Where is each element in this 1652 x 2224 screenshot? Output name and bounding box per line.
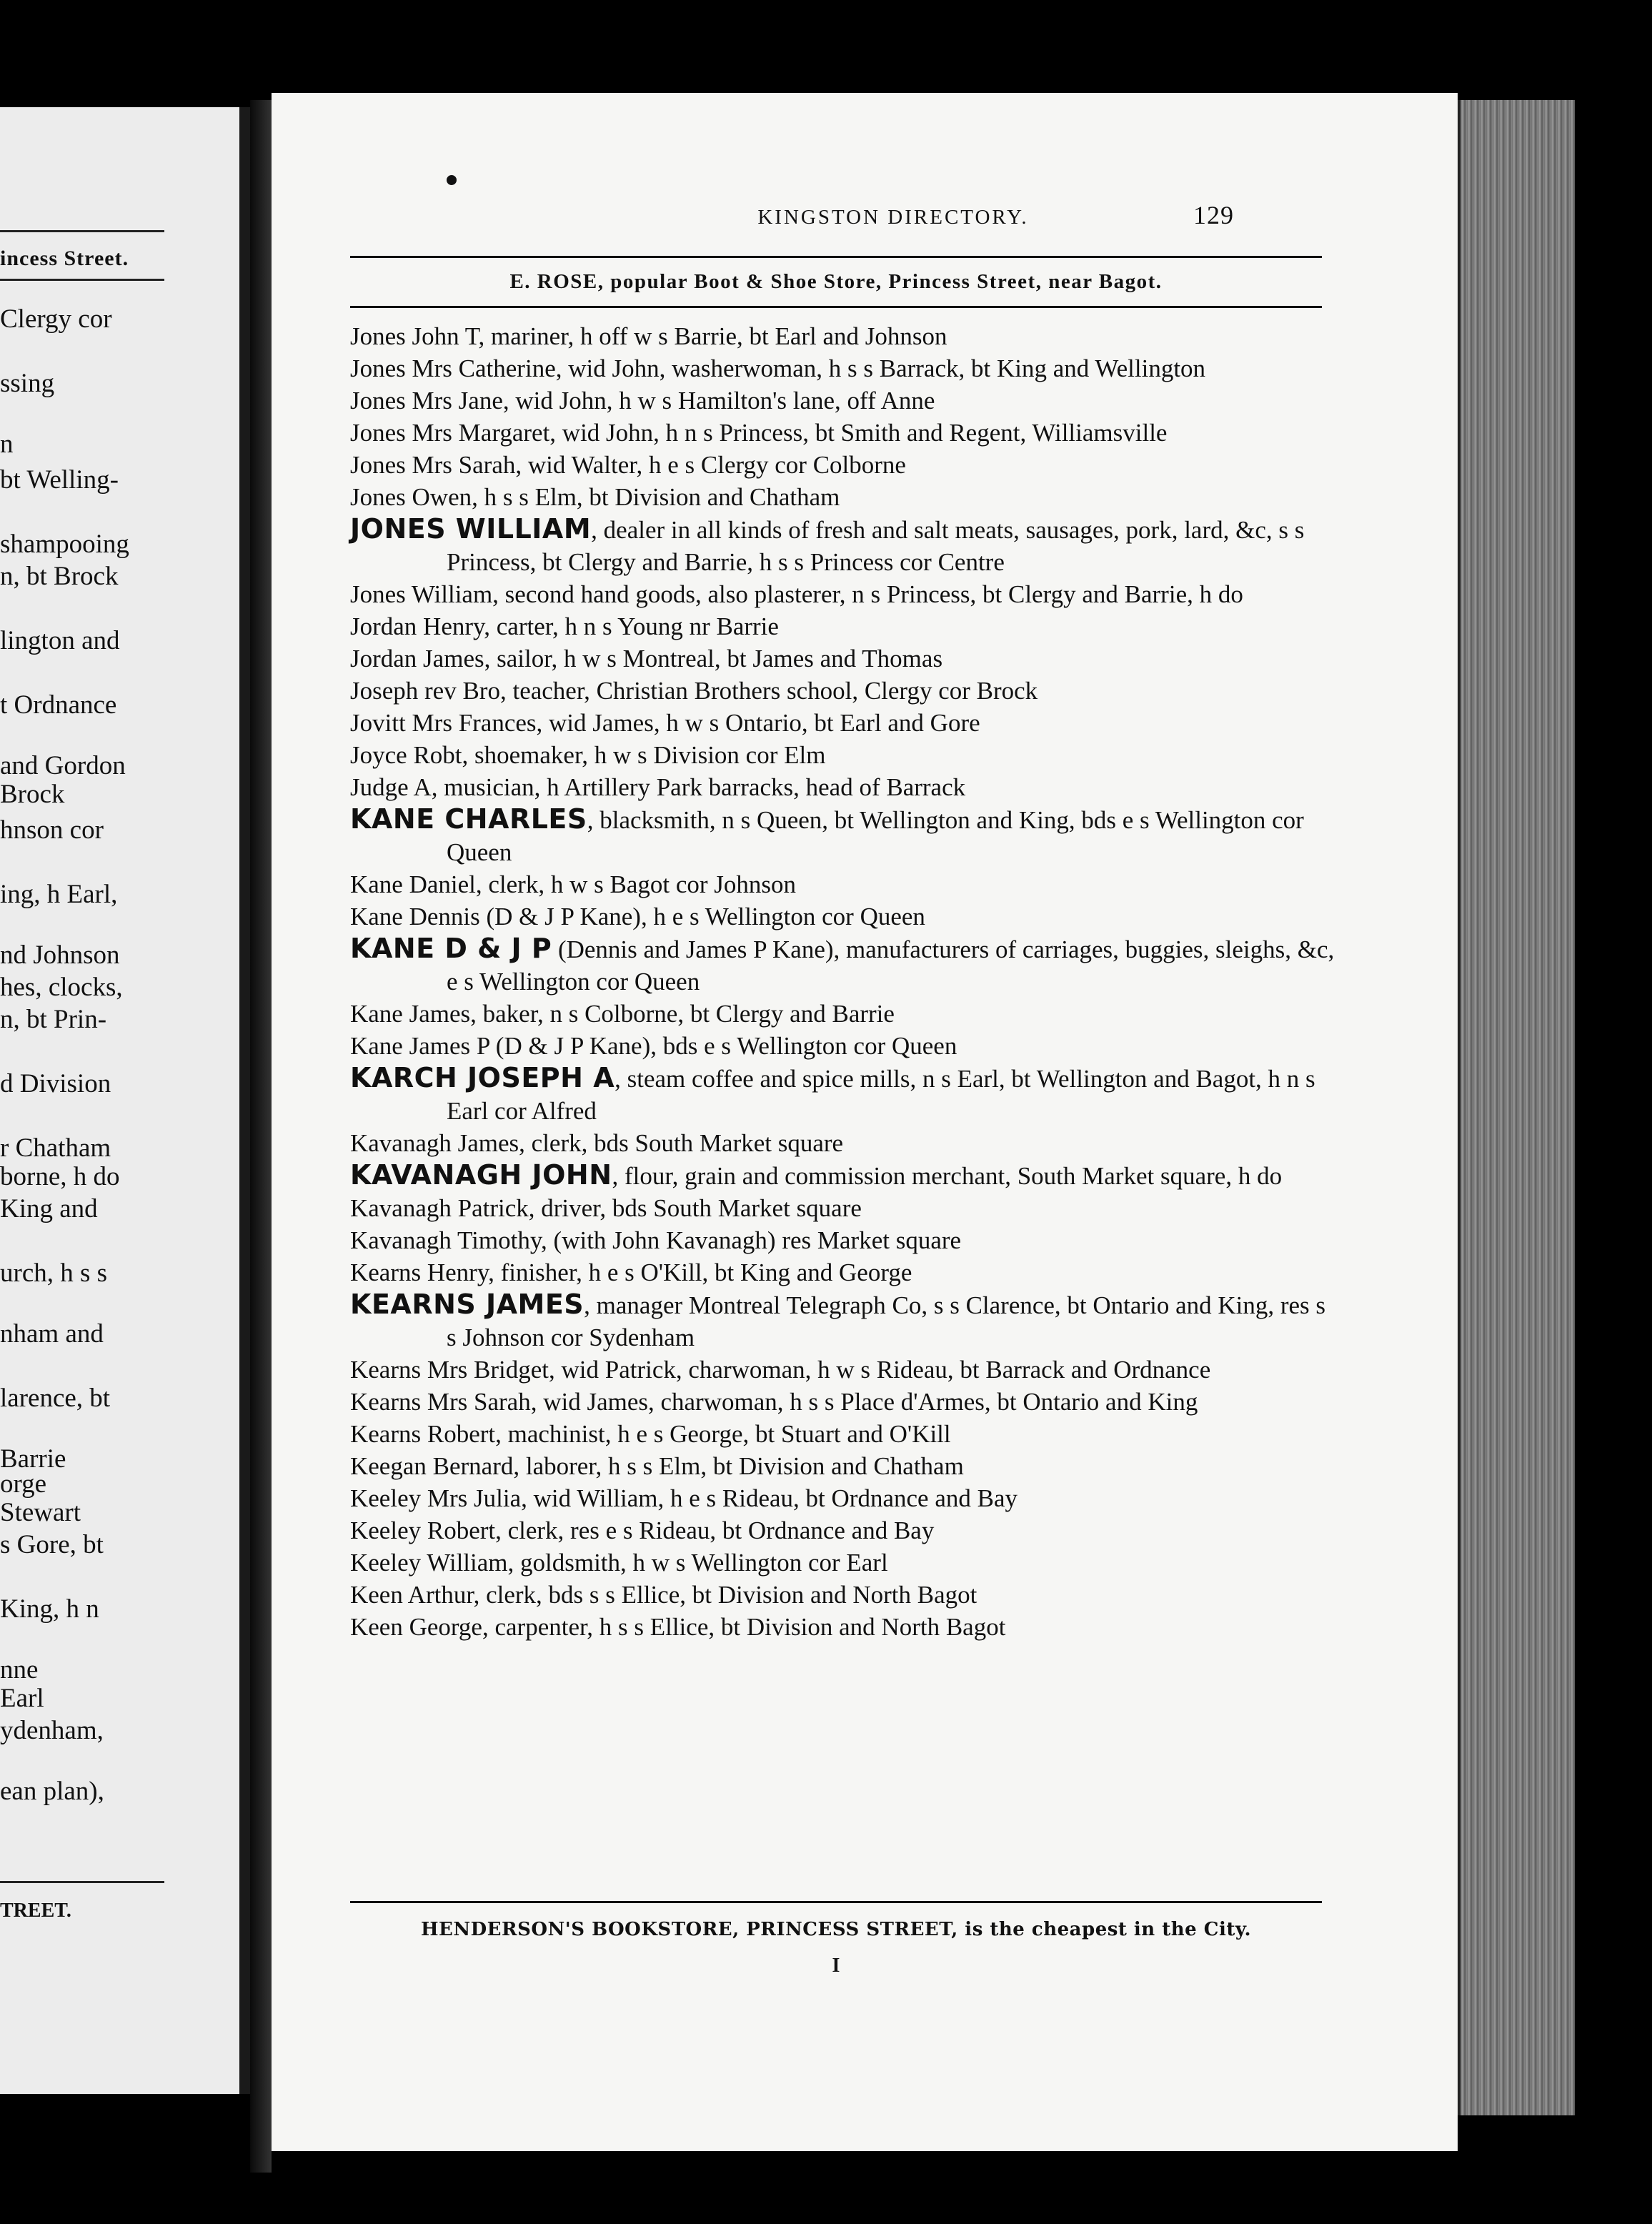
left-page-line: Brock — [0, 780, 65, 809]
entry-text: Kavanagh James, clerk, bds South Market square — [350, 1129, 844, 1157]
left-page — [0, 107, 252, 2094]
entry-text: Jordan James, sailor, h w s Montreal, bt James and Thomas — [350, 645, 943, 672]
directory-entry — [350, 1450, 1336, 1482]
entry-text: Keen Arthur, clerk, bds s s Ellice, bt Division and North Bagot — [350, 1581, 977, 1609]
left-page-line: r Chatham — [0, 1133, 111, 1163]
directory-entry — [350, 1547, 1336, 1579]
directory-entry — [350, 1482, 1336, 1514]
entry-text: (Dennis and James P Kane), manufacturers of carriages, buggies, sleighs, &c, e s Wellington cor Queen — [447, 935, 1335, 996]
entry-bold-name: KANE CHARLES — [350, 803, 587, 835]
left-page-line: nham and — [0, 1319, 104, 1349]
left-page-rule — [0, 279, 164, 281]
directory-entries — [350, 320, 1336, 1643]
entry-text: Judge A, musician, h Artillery Park barracks, head of Barrack — [350, 773, 966, 801]
entry-text: Kane James, baker, n s Colborne, bt Clergy and Barrie — [350, 1000, 895, 1028]
entry-text: Jordan Henry, carter, h n s Young nr Barrie — [350, 612, 779, 640]
directory-entry — [350, 1256, 1336, 1289]
directory-page — [272, 93, 1458, 2151]
entry-text: Jones Mrs Catherine, wid John, washerwoman, h s s Barrack, bt King and Wellington — [350, 354, 1206, 382]
left-page-line: Clergy cor — [0, 304, 112, 334]
left-page-line: borne, h do — [0, 1162, 120, 1191]
directory-entry — [350, 771, 1336, 803]
entry-text: Jovitt Mrs Frances, wid James, h w s Ontario, bt Earl and Gore — [350, 709, 980, 737]
entry-text: Jones Mrs Jane, wid John, h w s Hamilton's lane, off Anne — [350, 387, 935, 414]
directory-entry — [350, 1224, 1336, 1256]
entry-text: Kane James P (D & J P Kane), bds e s Wellington cor Queen — [350, 1032, 957, 1060]
entry-text: Kearns Mrs Bridget, wid Patrick, charwoman, h w s Rideau, bt Barrack and Ordnance — [350, 1356, 1211, 1384]
directory-entry — [350, 1579, 1336, 1611]
directory-entry — [350, 384, 1336, 417]
entry-text: Keeley Mrs Julia, wid William, h e s Rideau, bt Ordnance and Bay — [350, 1484, 1017, 1512]
left-page-line: Barrie — [0, 1444, 66, 1474]
directory-entry — [350, 803, 1336, 868]
directory-entry — [350, 933, 1336, 998]
entry-text: Kavanagh Patrick, driver, bds South Market square — [350, 1194, 862, 1222]
left-page-line: n, bt Prin- — [0, 1005, 107, 1034]
directory-entry — [350, 900, 1336, 933]
left-page-line: Earl — [0, 1684, 44, 1713]
directory-entry — [350, 1127, 1336, 1159]
directory-entry — [350, 998, 1336, 1030]
footer-rule — [350, 1901, 1322, 1903]
ad-rule — [350, 306, 1322, 308]
directory-entry — [350, 1354, 1336, 1386]
directory-entry — [350, 642, 1336, 675]
header-rule — [350, 256, 1322, 258]
left-page-line: nne — [0, 1655, 39, 1684]
entry-bold-name: KARCH JOSEPH A — [350, 1062, 615, 1093]
directory-entry — [350, 1418, 1336, 1450]
entry-bold-name: KEARNS JAMES — [350, 1289, 584, 1320]
entry-text: Kavanagh Timothy, (with John Kavanagh) res Market square — [350, 1226, 962, 1254]
left-page-line: bt Welling- — [0, 465, 119, 495]
directory-entry — [350, 578, 1336, 610]
directory-entry — [350, 352, 1336, 384]
left-page-rule — [0, 1881, 164, 1883]
entry-text: , blacksmith, n s Queen, bt Wellington and King, bds e s Wellington cor Queen — [447, 806, 1304, 866]
entry-text: Kane Dennis (D & J P Kane), h e s Wellington cor Queen — [350, 903, 925, 930]
left-page-line: shampooing — [0, 530, 129, 559]
entry-text: , manager Montreal Telegraph Co, s s Clarence, bt Ontario and King, res s s Johnson cor Sydenham — [447, 1291, 1326, 1351]
directory-entry — [350, 1386, 1336, 1418]
entry-bold-name: JONES WILLIAM — [350, 513, 592, 545]
directory-entry — [350, 1030, 1336, 1062]
left-page-line: hes, clocks, — [0, 973, 123, 1002]
entry-text: Kearns Mrs Sarah, wid James, charwoman, h s s Place d'Armes, bt Ontario and King — [350, 1388, 1198, 1416]
directory-entry — [350, 707, 1336, 739]
left-page-line: ydenham, — [0, 1716, 104, 1745]
directory-entry — [350, 610, 1336, 642]
directory-entry — [350, 513, 1336, 578]
directory-entry — [350, 481, 1336, 513]
entry-bold-name: KANE D & J P — [350, 933, 552, 964]
entry-text: Jones John T, mariner, h off w s Barrie, bt Earl and Johnson — [350, 322, 947, 350]
left-page-line: hnson cor — [0, 815, 104, 845]
top-advertisement: E. ROSE, popular Boot & Shoe Store, Princess Street, near Bagot. — [509, 270, 1163, 293]
page-fore-edge — [1458, 100, 1575, 2115]
directory-entry — [350, 868, 1336, 900]
directory-entry — [350, 1289, 1336, 1354]
entry-text: , steam coffee and spice mills, n s Earl, bt Wellington and Bagot, h n s Earl cor Alfred — [447, 1065, 1315, 1125]
left-page-line: n — [0, 430, 14, 459]
left-page-line: d Division — [0, 1069, 111, 1098]
ink-spot — [447, 175, 457, 185]
entry-text: Jones William, second hand goods, also plasterer, n s Princess, bt Clergy and Barrie, h do — [350, 580, 1243, 608]
left-page-line: nd Johnson — [0, 940, 120, 970]
left-page-rule — [0, 230, 164, 232]
entry-text: Joseph rev Bro, teacher, Christian Brothers school, Clergy cor Brock — [350, 677, 1038, 705]
entry-text: Jones Mrs Sarah, wid Walter, h e s Clergy cor Colborne — [350, 451, 906, 479]
entry-text: Jones Mrs Margaret, wid John, h n s Princess, bt Smith and Regent, Williamsville — [350, 419, 1168, 447]
entry-text: , flour, grain and commission merchant, South Market square, h do — [612, 1162, 1283, 1190]
directory-entry — [350, 449, 1336, 481]
directory-entry — [350, 1514, 1336, 1547]
entry-text: Keen George, carpenter, h s s Ellice, bt Division and North Bagot — [350, 1613, 1006, 1641]
entry-text: Kearns Robert, machinist, h e s George, bt Stuart and O'Kill — [350, 1420, 951, 1448]
left-page-line: ean plan), — [0, 1777, 104, 1806]
left-page-line: urch, h s s — [0, 1259, 108, 1288]
left-page-line: lington and — [0, 626, 120, 655]
directory-entry — [350, 417, 1336, 449]
entry-bold-name: KAVANAGH JOHN — [350, 1159, 612, 1191]
left-page-line: n, bt Brock — [0, 562, 119, 591]
directory-entry — [350, 675, 1336, 707]
left-page-line: s Gore, bt — [0, 1530, 104, 1559]
entry-text: Kearns Henry, finisher, h e s O'Kill, bt King and George — [350, 1259, 912, 1286]
left-page-line: King, h n — [0, 1594, 99, 1624]
book-gutter — [250, 100, 272, 2173]
left-page-line: t Ordnance — [0, 690, 117, 720]
entry-text: , dealer in all kinds of fresh and salt meats, sausages, pork, lard, &c, s s Princess, bt Clergy and Barrie, h s s Princess cor Centre — [447, 516, 1305, 576]
left-page-line: Stewart — [0, 1498, 81, 1527]
signature-mark: I — [832, 1955, 840, 1977]
left-page-line: King and — [0, 1194, 98, 1223]
left-page-header: incess Street. — [0, 247, 129, 270]
directory-entry — [350, 1192, 1336, 1224]
entry-text: Jones Owen, h s s Elm, bt Division and Chatham — [350, 483, 840, 511]
left-page-line: ing, h Earl, — [0, 880, 118, 909]
left-page-footer: TREET. — [0, 1900, 71, 1922]
directory-entry — [350, 1159, 1336, 1192]
entry-text: Kane Daniel, clerk, h w s Bagot cor Johnson — [350, 870, 797, 898]
directory-entry — [350, 739, 1336, 771]
entry-text: Joyce Robt, shoemaker, h w s Division cor Elm — [350, 741, 826, 769]
left-page-line: orge — [0, 1469, 47, 1499]
left-page-line: larence, bt — [0, 1384, 111, 1413]
directory-entry — [350, 1062, 1336, 1127]
entry-text: Keeley William, goldsmith, h w s Wellington cor Earl — [350, 1549, 888, 1577]
bottom-advertisement: HENDERSON'S BOOKSTORE, PRINCESS STREET, is the cheapest in the City. — [420, 1919, 1252, 1940]
entry-text: Keegan Bernard, laborer, h s s Elm, bt Division and Chatham — [350, 1452, 964, 1480]
entry-text: Keeley Robert, clerk, res e s Rideau, bt Ordnance and Bay — [350, 1516, 935, 1544]
left-page-line: ssing — [0, 369, 55, 398]
running-title: KINGSTON DIRECTORY. — [757, 206, 1029, 229]
directory-entry — [350, 1611, 1336, 1643]
left-page-line: and Gordon — [0, 751, 126, 780]
directory-entry — [350, 320, 1336, 352]
page-number: 129 — [1193, 201, 1234, 229]
